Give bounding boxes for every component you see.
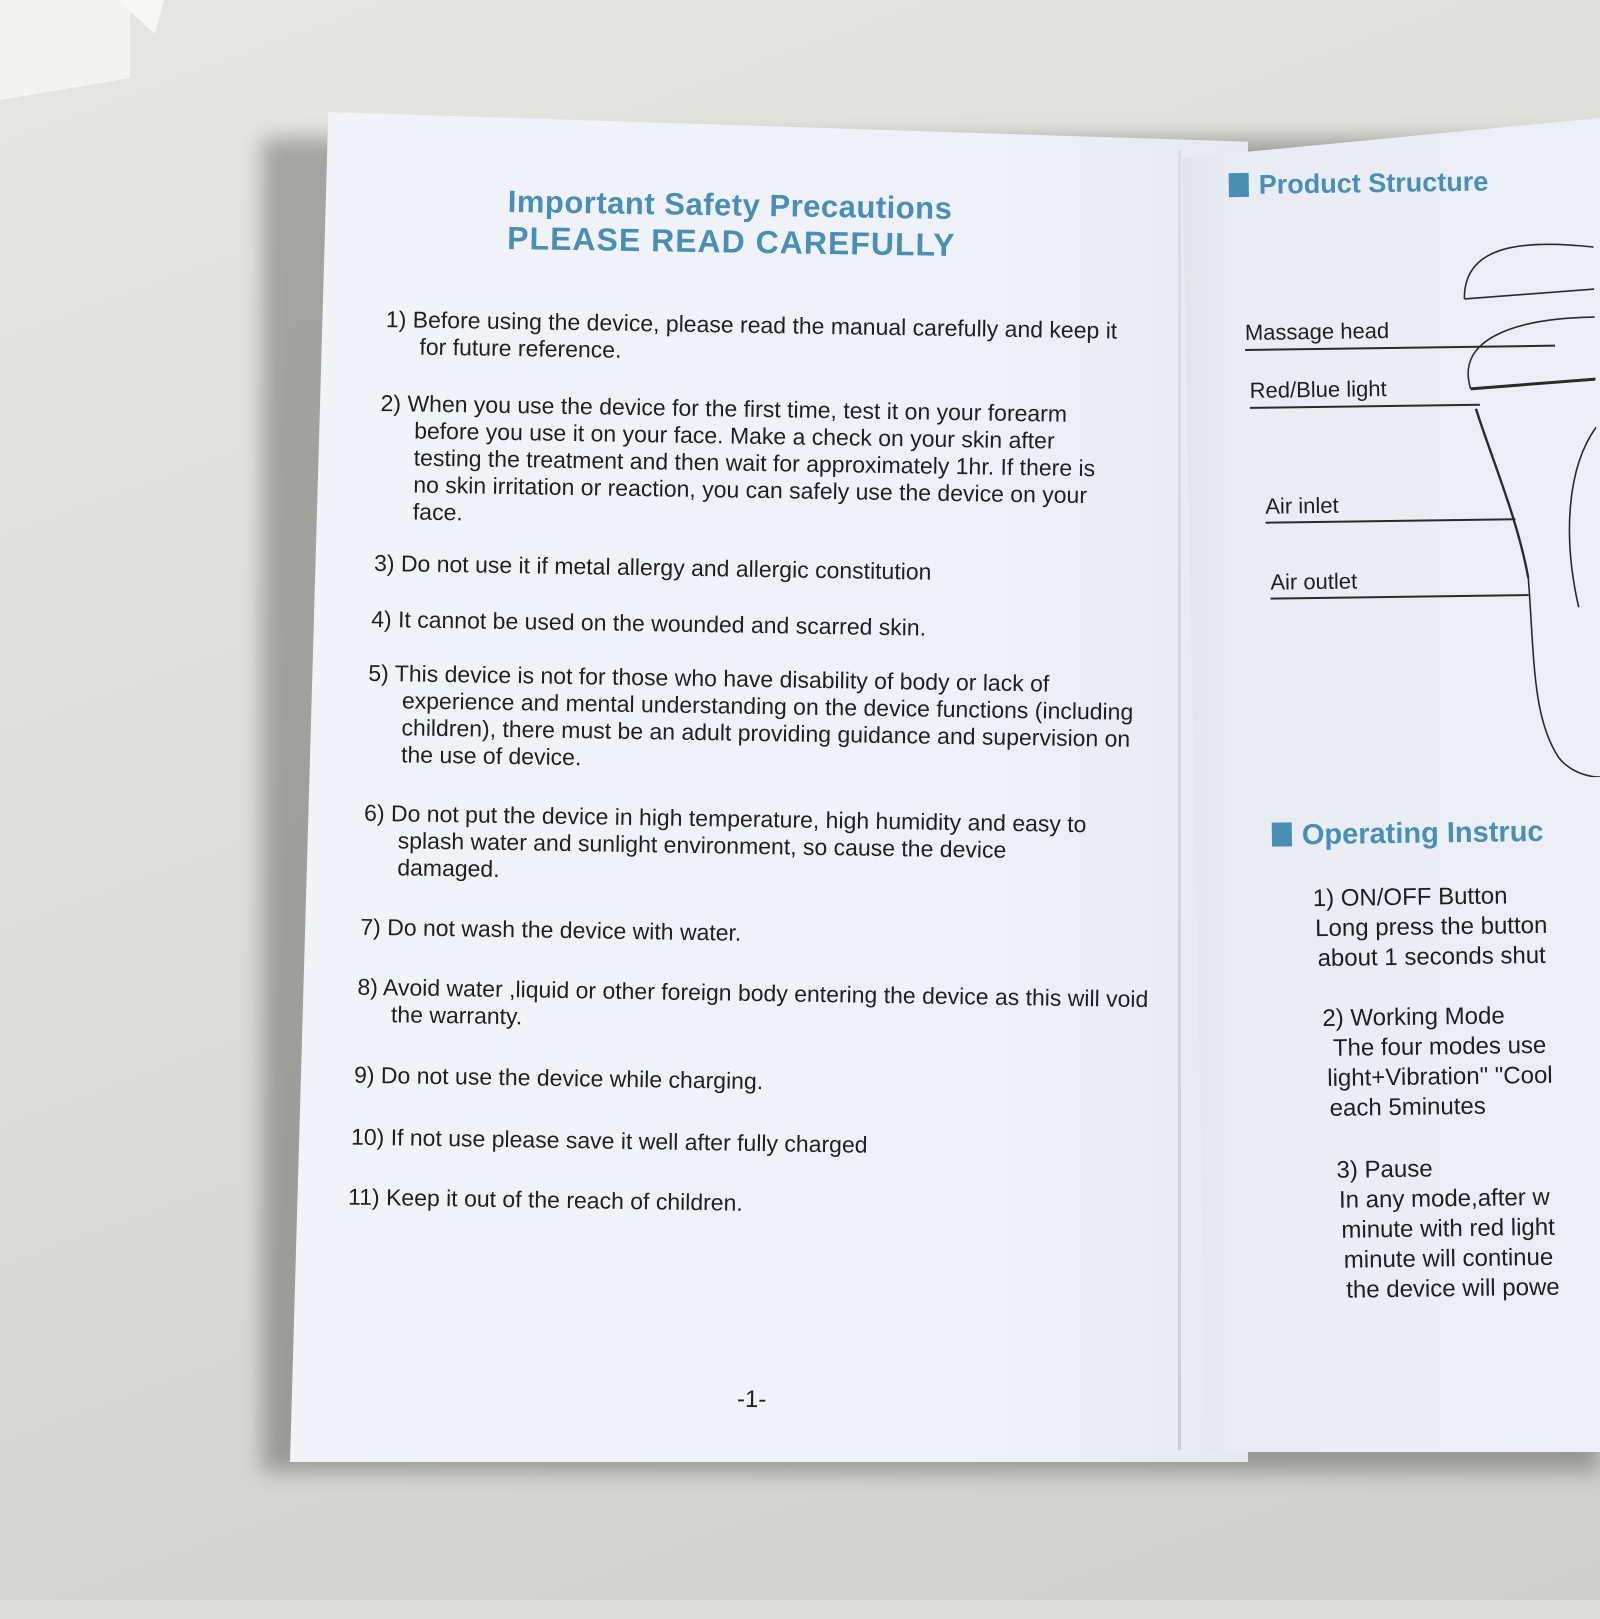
op-section-2-line: each 5minutes xyxy=(1329,1092,1486,1122)
op-section-3-line: the device will powe xyxy=(1346,1273,1560,1304)
safety-item-text: Do not put the device in high temperature, high humidity and easy to splash water and sunlight environment, so cause the device damaged. xyxy=(390,800,1087,882)
safety-item-number: 8) xyxy=(357,973,379,1001)
op-section-2-line: The four modes use xyxy=(1332,1031,1547,1062)
op-section-1-line: Long press the button xyxy=(1314,911,1548,943)
product-structure-title: Product Structure xyxy=(1258,166,1489,200)
label-air-outlet: Air outlet xyxy=(1270,568,1358,595)
operating-title: Operating Instruc xyxy=(1301,815,1544,852)
safety-item-text: Before using the device, please read the manual carefully and keep it for future reference. xyxy=(412,306,1118,363)
safety-item-number: 3) xyxy=(373,549,395,577)
safety-item-text: When you use the device for the first time, test it on your forearm before you use it on your face. Make a check on your skin after testing the treatment and then wait for approximately 1hr. If there is no skin irritation or reaction, you can safely use the device on your face. xyxy=(407,390,1096,526)
op-section-3-line: minute with red light xyxy=(1341,1213,1556,1244)
op-section-3-line: minute will continue xyxy=(1343,1243,1554,1274)
safety-item-number: 4) xyxy=(371,605,392,633)
page-title: Important Safety Precautions xyxy=(507,183,953,226)
label-red-blue-light: Red/Blue light xyxy=(1249,376,1387,403)
safety-item-number: 11) xyxy=(347,1183,380,1211)
page-number: -1- xyxy=(736,1385,767,1414)
safety-item-number: 10) xyxy=(350,1123,385,1151)
safety-item-text: Do not use the device while charging. xyxy=(380,1062,764,1095)
heading-square-icon xyxy=(1229,173,1249,197)
safety-item-text: Do not wash the device with water. xyxy=(387,914,742,946)
operating-heading xyxy=(1272,816,1544,853)
device-outline-illustration xyxy=(1433,217,1600,779)
heading-square-icon xyxy=(1272,823,1292,847)
safety-item-number: 2) xyxy=(380,390,402,417)
safety-item-number: 7) xyxy=(360,913,382,941)
op-section-1-line: about 1 seconds shut xyxy=(1317,941,1546,973)
safety-item-text: Avoid water ,liquid or other foreign body entering the device as this will void the warranty. xyxy=(382,974,1149,1030)
op-section-3-title: 3) Pause xyxy=(1336,1155,1433,1184)
op-section-3-line: In any mode,after w xyxy=(1338,1183,1550,1214)
product-structure-heading xyxy=(1229,167,1489,202)
safety-item-number: 9) xyxy=(353,1061,375,1088)
safety-item-text: If not use please save it well after fully charged xyxy=(390,1124,868,1158)
op-section-2-title: 2) Working Mode xyxy=(1322,1002,1505,1032)
label-air-inlet: Air inlet xyxy=(1265,492,1339,519)
page-subtitle: PLEASE READ CAREFULLY xyxy=(506,219,956,264)
safety-item-number: 1) xyxy=(385,306,407,333)
op-section-2-line: light+Vibration" "Cool xyxy=(1327,1061,1553,1092)
label-massage-head: Massage head xyxy=(1244,317,1390,345)
safety-item-text: This device is not for those who have disability of body or lack of experience and mental understanding on the device functions (including children), there must be an adult providing guidance and supervision on the use of device. xyxy=(394,660,1134,771)
safety-item-text: Keep it out of the reach of children. xyxy=(385,1184,743,1216)
op-section-1-title: 1) ON/OFF Button xyxy=(1312,882,1508,913)
safety-item-text: Do not use it if metal allergy and allergic constitution xyxy=(400,550,932,585)
safety-item-number: 5) xyxy=(368,659,390,687)
safety-item-number: 6) xyxy=(363,799,385,827)
safety-item-text: It cannot be used on the wounded and scarred skin. xyxy=(397,606,927,641)
